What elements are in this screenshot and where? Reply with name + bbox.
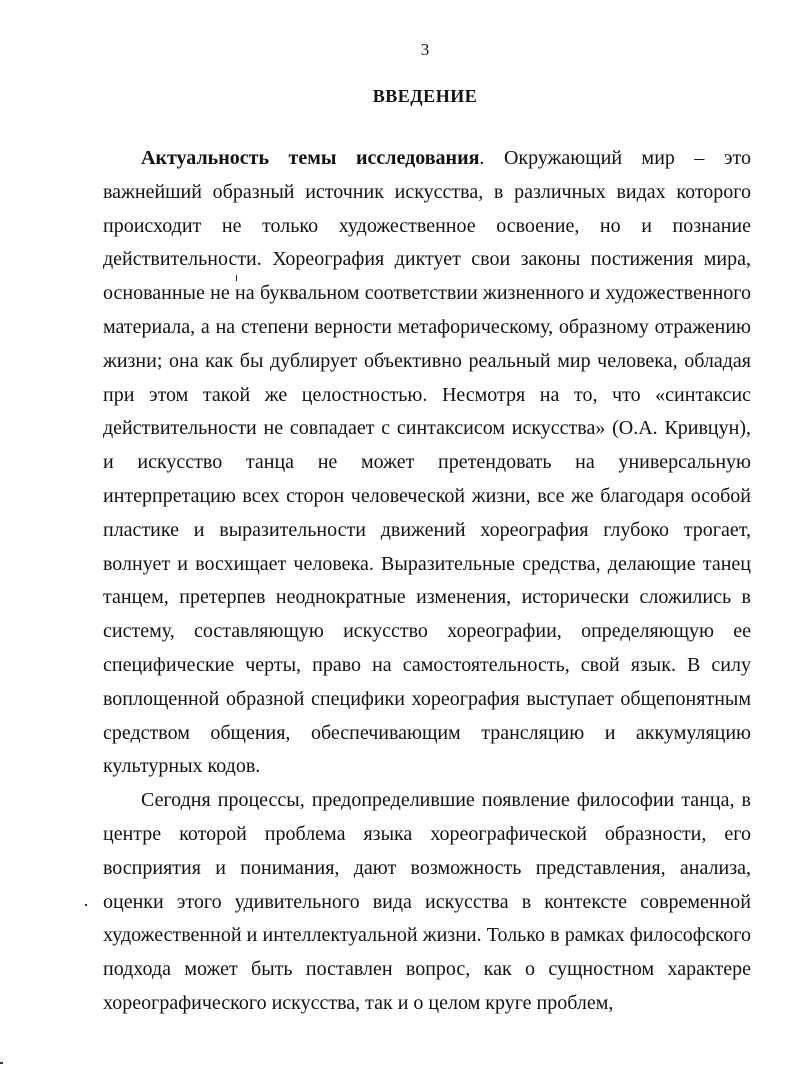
paragraph-lead-bold: Актуальность темы исследования [141, 147, 480, 169]
page-number: 3 [420, 40, 430, 59]
section-heading: ВВЕДЕНИЕ [372, 86, 478, 106]
paragraph-relevance [103, 142, 751, 784]
scan-artifact [85, 904, 87, 906]
scan-artifact [0, 1062, 3, 1064]
scan-artifact [236, 275, 237, 281]
paragraph-today [103, 784, 751, 1021]
body-text [103, 142, 751, 1021]
paragraph-text: . Окружающий мир – это важнейший образный источник искусства, в различных видах которого происходит не только художественное освоение, но и познание действительности. Хореография диктует свои законы постижения мира, основанные не на буквальном соответствии жизненного и художественного материала, а на степени верности метафорическому, образному отражению жизни; она как бы дублирует объективно реальный мир человека, обладая при этом такой же целостностью. Несмотря на то, что «синтаксис действительности не совпадает с синтаксисом искусства» (О.А. Кривцун), и искусство танца не может претендовать на универсальную интерпретацию всех сторон человеческой жизни, все же благодаря особой пластике и выразительности движений хореография глубоко трогает, волнует и восхищает человека. Выразительные средства, делающие танец танцем, претерпев неоднократные изменения, исторически сложились в систему, составляющую искусство хореографии, определяющую ее специфические черты, право на самостоятельность, свой язык. В силу воплощенной образной специфики хореография выступает общепонятным средством общения, обеспечивающим трансляцию и аккумуляцию культурных кодов. [103, 147, 752, 778]
paragraph-text: Сегодня процессы, предопределившие появление философии танца, в центре которой проблема языка хореографической образности, его восприятия и понимания, дают возможность представления, анализа, оценки этого удивительного вида искусства в контексте современной художественной и интеллектуальной жизни. Только в рамках философского подхода может быть поставлен вопрос, как о сущностном характере хореографического искусства, так и о целом круге проблем, [103, 789, 751, 1014]
